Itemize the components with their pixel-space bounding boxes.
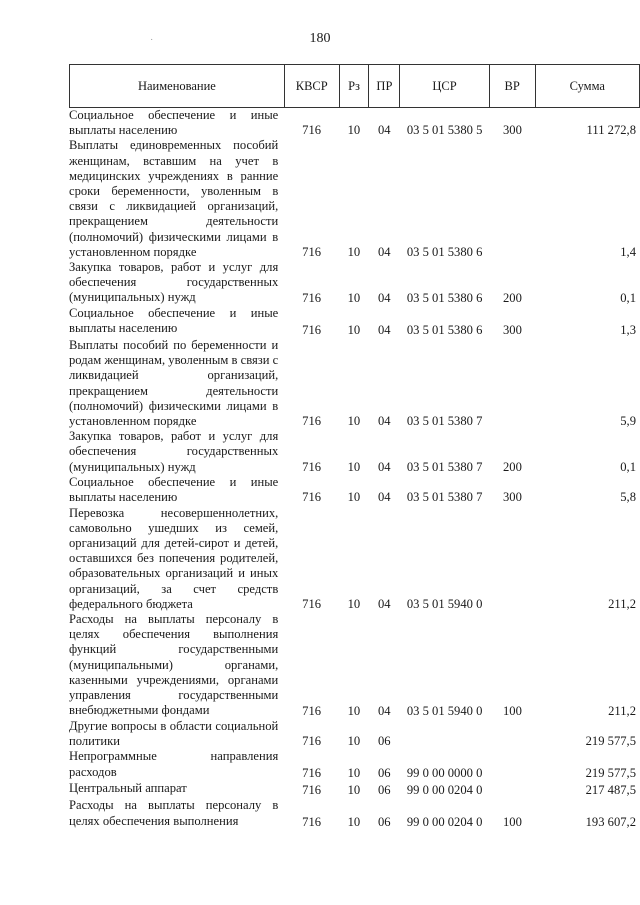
cell-sum: 5,8 (620, 490, 636, 505)
cell-pr: 06 (377, 815, 391, 830)
cell-kvsr: 716 (302, 815, 322, 830)
cell-sum: 111 272,8 (586, 123, 636, 138)
cell-rz: 10 (347, 322, 361, 337)
cell-csr: 03 5 01 5380 7 (406, 414, 483, 429)
cell-pr: 04 (377, 596, 391, 611)
cell-kvsr: 716 (302, 322, 322, 337)
cell-sum: 211,2 (608, 596, 636, 611)
cell-sum: 217 487,5 (585, 783, 636, 798)
table-row (69, 138, 640, 260)
cell-csr: 03 5 01 5380 6 (406, 322, 483, 337)
table-row (69, 475, 640, 505)
cell-name: Социальное обеспечение и иные выплаты населению (69, 306, 279, 336)
cell-vr (490, 781, 536, 798)
cell-name: Выплаты пособий по беременности и родам женщинам, уволенным в связи с ликвидацией организаций, прекращением деятельности (полномочий) физическими лицами в установленном порядке (69, 338, 279, 429)
table-row (69, 306, 640, 338)
cell-rz: 10 (347, 783, 361, 798)
cell-csr: 03 5 01 5380 5 (406, 123, 483, 138)
cell-vr: 200 (502, 290, 522, 305)
cell-kvsr: 716 (302, 490, 322, 505)
table-row (69, 612, 640, 719)
cell-csr: 03 5 01 5380 7 (406, 490, 483, 505)
cell-vr (490, 719, 536, 749)
cell-name: Другие вопросы в области социальной политики (69, 719, 279, 749)
table-row (69, 108, 640, 138)
cell-rz: 10 (347, 766, 361, 781)
cell-pr: 04 (377, 244, 391, 259)
cell-csr (400, 719, 490, 749)
column-header-sum: Сумма (535, 65, 639, 108)
cell-rz: 10 (347, 490, 361, 505)
column-header-name: Наименование (70, 65, 285, 108)
cell-rz: 10 (347, 244, 361, 259)
cell-vr (490, 506, 536, 612)
cell-csr: 99 0 00 0000 0 (406, 766, 483, 781)
cell-kvsr: 716 (302, 414, 322, 429)
cell-kvsr: 716 (302, 290, 322, 305)
cell-vr (490, 749, 536, 781)
table-row (69, 749, 640, 781)
cell-pr: 04 (377, 490, 391, 505)
cell-pr: 04 (377, 460, 391, 475)
cell-rz: 10 (347, 734, 361, 749)
cell-csr: 03 5 01 5380 7 (406, 460, 483, 475)
table-row (69, 798, 640, 830)
cell-name: Закупка товаров, работ и услуг для обеспечения государственных (муниципальных) нужд (69, 429, 279, 474)
cell-pr: 06 (377, 766, 391, 781)
cell-csr: 99 0 00 0204 0 (406, 815, 483, 830)
cell-name: Выплаты единовременных пособий женщинам, вставшим на учет в медицинских учреждениях в ранние сроки беременности, уволенным в связи с ликвидацией организаций, прекращением деятельности (полномочий) физическими лицами в установленном порядке (69, 138, 279, 259)
cell-kvsr: 716 (302, 596, 322, 611)
table-row (69, 260, 640, 306)
cell-kvsr: 716 (302, 766, 322, 781)
cell-vr: 300 (502, 123, 522, 138)
table-row (69, 781, 640, 798)
cell-pr: 04 (377, 123, 391, 138)
cell-name: Социальное обеспечение и иные выплаты населению (69, 108, 279, 138)
cell-sum: 193 607,2 (585, 815, 636, 830)
cell-pr: 04 (377, 703, 391, 718)
cell-vr: 100 (502, 703, 522, 718)
cell-sum: 219 577,5 (585, 734, 636, 749)
cell-vr (490, 138, 536, 260)
cell-kvsr: 716 (302, 123, 322, 138)
cell-rz: 10 (347, 123, 361, 138)
cell-vr: 200 (502, 460, 522, 475)
cell-rz: 10 (347, 414, 361, 429)
cell-sum: 0,1 (620, 290, 636, 305)
column-header-vr: ВР (489, 65, 535, 108)
table-row (69, 429, 640, 475)
cell-vr: 300 (502, 490, 522, 505)
cell-rz: 10 (347, 815, 361, 830)
cell-name: Непрограммные направления расходов (69, 749, 279, 779)
cell-csr: 03 5 01 5940 0 (406, 596, 483, 611)
column-header-csr: ЦСР (400, 65, 489, 108)
cell-name: Закупка товаров, работ и услуг для обеспечения государственных (муниципальных) нужд (69, 260, 279, 305)
cell-rz: 10 (347, 596, 361, 611)
cell-kvsr: 716 (302, 703, 322, 718)
column-header-pr: ПР (369, 65, 400, 108)
cell-sum: 0,1 (620, 460, 636, 475)
cell-vr: 100 (502, 815, 522, 830)
cell-sum: 211,2 (608, 703, 636, 718)
table-header (69, 64, 640, 108)
column-header-kvsr: КВСР (284, 65, 339, 108)
column-header-rz: Рз (339, 65, 369, 108)
table-row (69, 338, 640, 429)
cell-vr (490, 338, 536, 429)
cell-kvsr: 716 (302, 734, 322, 749)
cell-pr: 04 (377, 414, 391, 429)
budget-table (69, 108, 640, 830)
cell-name: Перевозка несовершеннолетних, самовольно ушедших из семей, организаций для детей-сирот и детей, оставшихся без попечения родителей, образовательных организаций и иных организаций, за счет средств федерального бюджета (69, 505, 279, 611)
cell-vr: 300 (502, 322, 522, 337)
cell-kvsr: 716 (302, 460, 322, 475)
cell-pr: 04 (377, 322, 391, 337)
cell-kvsr: 716 (302, 244, 322, 259)
cell-kvsr: 716 (302, 783, 322, 798)
cell-csr: 99 0 00 0204 0 (406, 783, 483, 798)
table-row (69, 719, 640, 749)
cell-sum: 1,3 (620, 322, 636, 337)
scan-speck: ˙ (150, 38, 154, 49)
cell-pr: 04 (377, 290, 391, 305)
cell-rz: 10 (347, 703, 361, 718)
cell-name: Расходы на выплаты персоналу в целях обеспечения выполнения функций государственными (муниципальными) органами, казенными учреждениями, органами управления государственными внебюджетными фондами (69, 612, 279, 718)
cell-pr: 06 (377, 734, 391, 749)
cell-name: Социальное обеспечение и иные выплаты населению (69, 475, 279, 505)
cell-csr: 03 5 01 5380 6 (406, 290, 483, 305)
cell-sum: 5,9 (620, 414, 636, 429)
cell-name: Расходы на выплаты персоналу в целях обеспечения выполнения (69, 798, 279, 828)
cell-sum: 219 577,5 (585, 766, 636, 781)
cell-csr: 03 5 01 5380 6 (406, 244, 483, 259)
cell-csr: 03 5 01 5940 0 (406, 703, 483, 718)
cell-sum: 1,4 (620, 244, 636, 259)
cell-pr: 06 (377, 783, 391, 798)
table-row (69, 506, 640, 612)
page-number: 180 (309, 31, 331, 46)
cell-name: Центральный аппарат (69, 781, 187, 796)
cell-rz: 10 (347, 290, 361, 305)
cell-rz: 10 (347, 460, 361, 475)
